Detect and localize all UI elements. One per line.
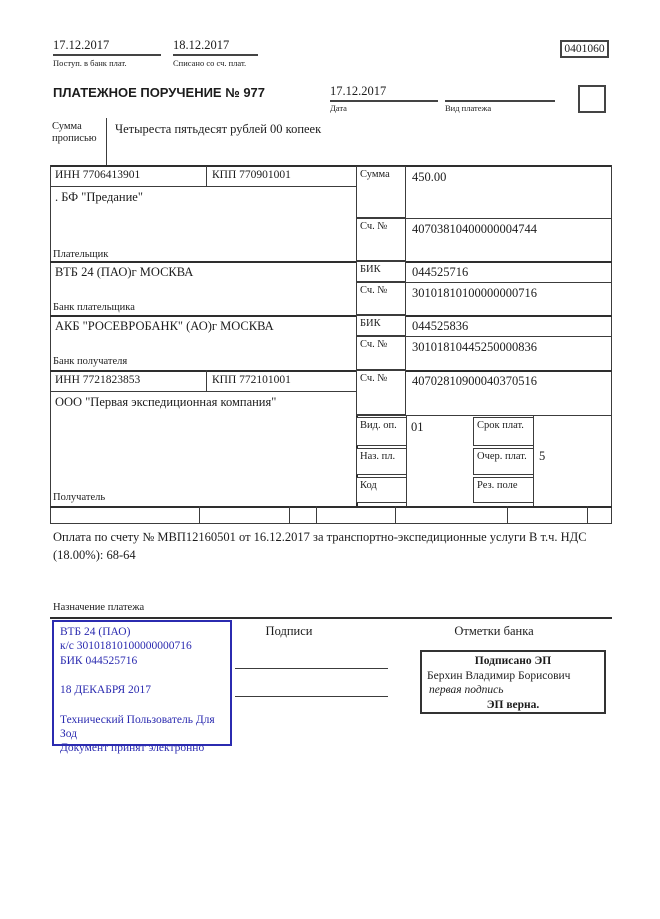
- pay-purpose-code-label: Наз. пл.: [356, 448, 407, 475]
- payer-inn: ИНН 7706413901: [55, 169, 141, 181]
- payee-account-label: Сч. №: [356, 370, 406, 415]
- payer-account-label: Сч. №: [356, 218, 406, 261]
- code-row-bottom-border: [50, 523, 612, 524]
- payment-type-label: Вид платежа: [445, 103, 492, 113]
- code-label: Код: [356, 477, 407, 503]
- signed-ep-stamp: [420, 650, 606, 714]
- payer-inn-kpp-divider: [206, 166, 207, 186]
- debited-date-field: 18.12.2017: [173, 37, 258, 56]
- payee-bank-account-label: Сч. №: [356, 336, 406, 370]
- stamp-user: Технический Пользователь Для Зод: [60, 713, 215, 740]
- payer-bank-bik: 044525716: [412, 265, 469, 279]
- amount-words-value: Четыреста пятьдесят рублей 00 копеек: [115, 122, 322, 136]
- payee-bank-label: Банк получателя: [53, 356, 128, 367]
- payee-kpp: КПП 772101001: [212, 374, 291, 386]
- signatures-label: Подписи: [265, 624, 313, 638]
- payer-section-border: [50, 261, 612, 263]
- payer-bank-account-label: Сч. №: [356, 282, 406, 315]
- payment-order-label: Очер. плат.: [473, 448, 534, 475]
- payee-name: ООО "Первая экспедиционная компания": [55, 395, 277, 409]
- payment-term-label: Срок плат.: [473, 417, 534, 446]
- payee-account: 40702810900040370516: [412, 374, 537, 388]
- payer-name: . БФ "Предание": [55, 190, 143, 204]
- payee-inn-kpp-divider: [206, 370, 207, 391]
- payee-label: Получатель: [53, 492, 106, 503]
- document-title: ПЛАТЕЖНОЕ ПОРУЧЕНИЕ № 977: [53, 85, 266, 100]
- table-right-border: [611, 165, 612, 523]
- payer-bank-section-border: [50, 315, 612, 317]
- payment-order-value: 5: [539, 449, 546, 463]
- code-row-divider-2: [289, 506, 290, 523]
- op-type-value: 01: [411, 420, 424, 434]
- payer-bank-name: ВТБ 24 (ПАО)г МОСКВА: [55, 265, 194, 279]
- code-row-divider-6: [587, 506, 588, 523]
- table-left-border: [50, 165, 51, 523]
- payment-purpose-label: Назначение платежа: [53, 602, 145, 613]
- bank-marks-label: Отметки банка: [454, 624, 534, 638]
- received-date-label: Поступ. в банк плат.: [53, 58, 127, 68]
- form-code-box: 0401060: [560, 40, 609, 58]
- sum-label: Сумма: [356, 166, 406, 218]
- payee-bank-account: 30101810445250000836: [412, 340, 537, 354]
- bank-electronic-stamp: [52, 620, 232, 755]
- document-date-field: 17.12.2017: [330, 83, 438, 102]
- payer-account: 40703810400000004744: [412, 222, 537, 236]
- payer-bank-label: Банк плательщика: [53, 302, 135, 313]
- sum-value: 450.00: [412, 170, 447, 184]
- signed-ep-title: Подписано ЭП: [474, 655, 552, 667]
- payer-bank-bik-label: БИК: [356, 261, 406, 282]
- payer-kpp: КПП 770901001: [212, 169, 291, 181]
- payee-section-border: [50, 506, 612, 508]
- payment-type-box: [578, 85, 606, 113]
- stamp-accepted-note: Документ принят электронно: [60, 742, 205, 755]
- op-grid-top-border: [356, 415, 611, 416]
- amount-words-label: Сумма прописью: [52, 121, 97, 145]
- table-top-border: [50, 165, 612, 167]
- code-row-divider-3: [316, 506, 317, 523]
- stamp-date: 18 ДЕКАБРЯ 2017: [60, 684, 152, 697]
- signed-ep-verified: ЭП верна.: [486, 699, 540, 712]
- payer-inn-row-border: [50, 186, 357, 187]
- stamp-bik: БИК 044525716: [60, 654, 138, 667]
- code-row-divider-1: [199, 506, 200, 523]
- payment-purpose-text: Оплата по счету № МВП12160501 от 16.12.2017 за транспортно-экспедиционные услуги В т.ч. НДС (18.00%): 68-64: [53, 530, 587, 562]
- signed-ep-subtitle: первая подпись: [429, 684, 504, 697]
- stamp-bank-name: ВТБ 24 (ПАО): [60, 626, 131, 638]
- debited-date-label: Списано со сч. плат.: [173, 58, 247, 68]
- amount-words-divider: [106, 118, 107, 165]
- payer-bank-account: 30101810100000000716: [412, 286, 537, 300]
- payment-type-field: [445, 83, 555, 102]
- signature-line-2: [235, 696, 388, 697]
- payer-label: Плательщик: [53, 249, 109, 260]
- payee-inn: ИНН 7721823853: [55, 374, 141, 386]
- payee-bank-name: АКБ "РОСЕВРОБАНК" (АО)г МОСКВА: [55, 319, 274, 333]
- stamp-corr-account: к/с 30101810100000000716: [60, 640, 192, 653]
- code-row-divider-5: [507, 506, 508, 523]
- op-type-label: Вид. оп.: [356, 417, 407, 446]
- signature-line-1: [235, 668, 388, 669]
- signed-ep-name: Берхин Владимир Борисович: [427, 669, 571, 682]
- document-date-label: Дата: [330, 103, 347, 113]
- received-date-field: 17.12.2017: [53, 37, 161, 56]
- code-row-divider-4: [395, 506, 396, 523]
- payee-bank-bik-label: БИК: [356, 315, 406, 336]
- reserve-field-label: Рез. поле: [473, 477, 534, 503]
- payee-bank-section-border: [50, 370, 612, 372]
- purpose-section-border: [50, 617, 612, 619]
- payee-inn-row-border: [50, 391, 357, 392]
- payee-bank-bik: 044525836: [412, 319, 469, 333]
